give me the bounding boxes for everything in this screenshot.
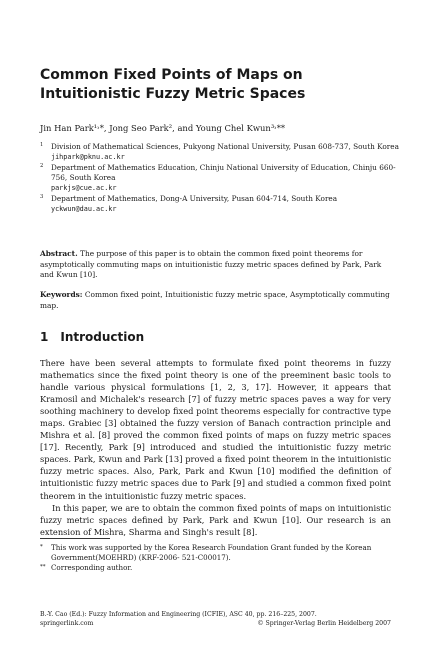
affiliation-list <box>40 142 400 215</box>
section-body <box>40 357 391 538</box>
paper-title: Common Fixed Points of Maps on Intuitionistic Fuzzy Metric Spaces <box>40 67 306 102</box>
affiliation-1 <box>40 142 400 162</box>
section-title: Introduction <box>60 330 145 344</box>
publisher-url: springerlink.com <box>40 619 94 627</box>
affiliation-marker: 2 <box>40 163 44 169</box>
author-list: Jin Han Park¹˒*, Jong Seo Park², and Young Chel Kwun³˒** <box>40 123 286 133</box>
affiliation-text: Division of Mathematical Sciences, Pukyong National University, Pusan 608-737, South Korea <box>51 142 399 151</box>
section-heading <box>40 330 144 344</box>
affiliation-marker: 3 <box>40 194 44 200</box>
paragraph-2: In this paper, we are to obtain the common fixed points of maps on intuitionistic fuzzy metric spaces defined by Park, Park and Kwun [10]. Our research is an extension of Mishra, Sharma and Singh's result [8]. <box>40 502 391 537</box>
abstract-text: The purpose of this paper is to obtain the common fixed point theorems for asymptotically commuting maps on intuitionistic fuzzy metric spaces defined by Park, Park and Kwun [10]. <box>40 249 382 280</box>
citation-footer <box>40 611 391 628</box>
footnote-funding <box>40 543 391 563</box>
keywords <box>40 290 391 311</box>
affiliation-email: yckwun@dau.ac.kr <box>51 205 117 213</box>
footnote-rule <box>40 538 110 539</box>
affiliation-marker: 1 <box>40 142 44 148</box>
abstract <box>40 249 391 281</box>
affiliation-email: parkjs@cue.ac.kr <box>51 184 117 192</box>
keywords-label: Keywords: <box>40 290 83 299</box>
copyright-notice: © Springer-Verlag Berlin Heidelberg 2007 <box>257 619 391 627</box>
footnote-text: Corresponding author. <box>51 563 133 572</box>
footnote-marker: ** <box>40 564 46 570</box>
affiliation-text: Department of Mathematics, Dong-A University, Pusan 604-714, South Korea <box>51 194 338 203</box>
footnote-text: This work was supported by the Korea Research Foundation Grant funded by the Korean Government(MOEHRD) (KRF-2006- 521-C00017). <box>51 543 372 562</box>
paragraph-1: There have been several attempts to formulate fixed point theorems in fuzzy mathematics since the fixed point theory is one of the preeminent basic tools to handle various physical formulations [1, 2, 3, 17]. However, it appears that Kramosil and Michalek's research [7] of fuzzy metric spaces paves a way for very soothing machinery to develop fixed point theorems especially for contractive type maps. Grabiec [3] obtained the fuzzy version of Banach contraction principle and Mishra et al. [8] proved the common fixed points of maps on fuzzy metric spaces [17]. Recently, Park [9] introduced and studied the intuitionistic fuzzy metric spaces. Park, Kwun and Park [13] proved a fixed point theorem in the intuitionistic fuzzy metric spaces. Also, Park, Park and Kwun [10] modified the definition of intuitionistic fuzzy metric spaces due to Park [9] and studied a common fixed point theorem in the intuitionistic fuzzy metric spaces. <box>40 358 391 501</box>
affiliation-2 <box>40 163 400 193</box>
footnote-marker: * <box>40 544 43 550</box>
keywords-text: Common fixed point, Intuitionistic fuzzy metric space, Asymptotically commuting map. <box>40 290 390 310</box>
abstract-label: Abstract. <box>40 249 78 258</box>
footnote-corresponding <box>40 563 391 573</box>
affiliation-email: jihpark@pknu.ac.kr <box>51 153 125 161</box>
affiliation-text: Department of Mathematics Education, Chinju National University of Education, Chinju 660-756, South Korea <box>51 163 396 182</box>
footnotes <box>40 543 391 573</box>
citation-line: B.-Y. Cao (Ed.): Fuzzy Information and Engineering (ICFIE), ASC 40, pp. 216–225, 2007. <box>40 611 317 618</box>
section-number: 1 <box>40 330 49 344</box>
affiliation-3 <box>40 194 400 214</box>
